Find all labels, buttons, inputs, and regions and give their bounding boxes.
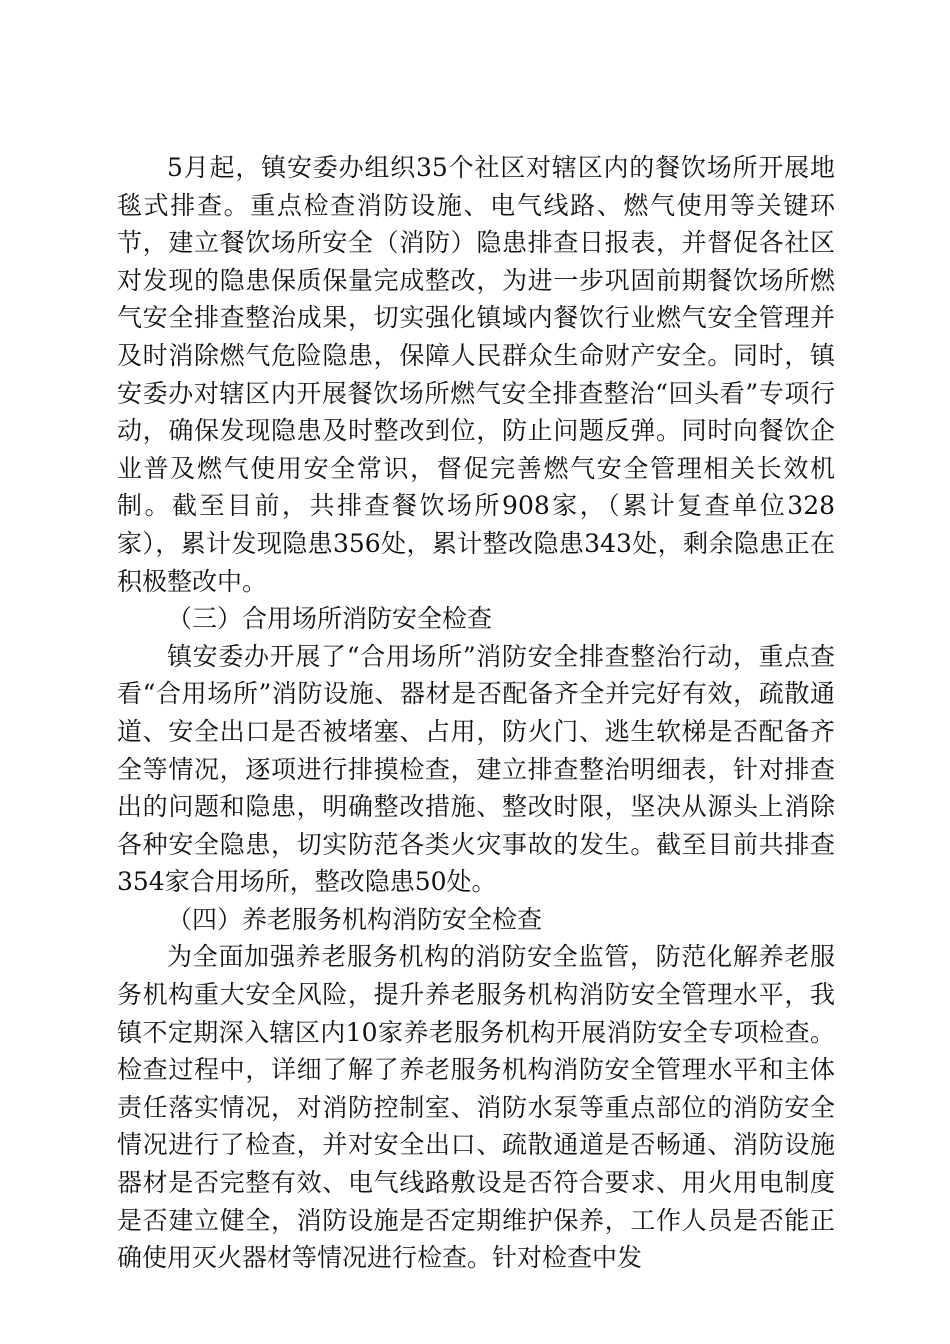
paragraph-restaurant-inspection: 5月起，镇安委办组织35个社区对辖区内的餐饮场所开展地毯式排查。重点检查消防设施、电气线路、燃气使用等关键环节，建立餐饮场所安全（消防）隐患排查日报表，并督促各社区对发现的隐患保质保量完成整改，为进一步巩固前期餐饮场所燃气安全排查整治成果，切实强化镇域内餐饮行业燃气安全管理并及时消除燃气危险隐患，保障人民群众生命财产安全。同时，镇安委办对辖区内开展餐饮场所燃气安全排查整治“回头看”专项行动，确保发现隐患及时整改到位，防止问题反弹。同时向餐饮企业普及燃气使用安全常识，督促完善燃气安全管理相关长效机制。截至目前，共排查餐饮场所908家，（累计复查单位328家），累计发现隐患356处，累计整改隐患343处，剩余隐患正在积极整改中。 bbox=[117, 153, 835, 596]
section-heading-shared-premises: （三）合用场所消防安全检查 bbox=[167, 604, 493, 634]
paragraph-shared-premises: 镇安委办开展了“合用场所”消防安全排查整治行动，重点查看“合用场所”消防设施、器材是否配备齐全并完好有效，疏散通道、安全出口是否被堵塞、占用，防火门、逃生软梯是否配备齐全等情况，逐项进行排摸检查，建立排查整治明细表，针对排查出的问题和隐患，明确整改措施、整改时限，坚决从源头上消除各种安全隐患，切实防范各类火灾事故的发生。截至目前共排查354家合用场所，整改隐患50处。 bbox=[117, 641, 835, 897]
paragraph-elderly-care: 为全面加强养老服务机构的消防安全监管，防范化解养老服务机构重大安全风险，提升养老服务机构消防安全管理水平，我镇不定期深入辖区内10家养老服务机构开展消防安全专项检查。检查过程中，详细了解了养老服务机构消防安全管理水平和主体责任落实情况，对消防控制室、消防水泵等重点部位的消防安全情况进行了检查，并对安全出口、疏散通道是否畅通、消防设施器材是否完整有效、电气线路敷设是否符合要求、用火用电制度是否建立健全，消防设施是否定期维护保养，工作人员是否能正确使用灭火器材等情况进行检查。针对检查中发 bbox=[117, 942, 835, 1273]
document-body bbox=[117, 149, 835, 1277]
section-heading-elderly-care: （四）养老服务机构消防安全检查 bbox=[167, 904, 543, 934]
